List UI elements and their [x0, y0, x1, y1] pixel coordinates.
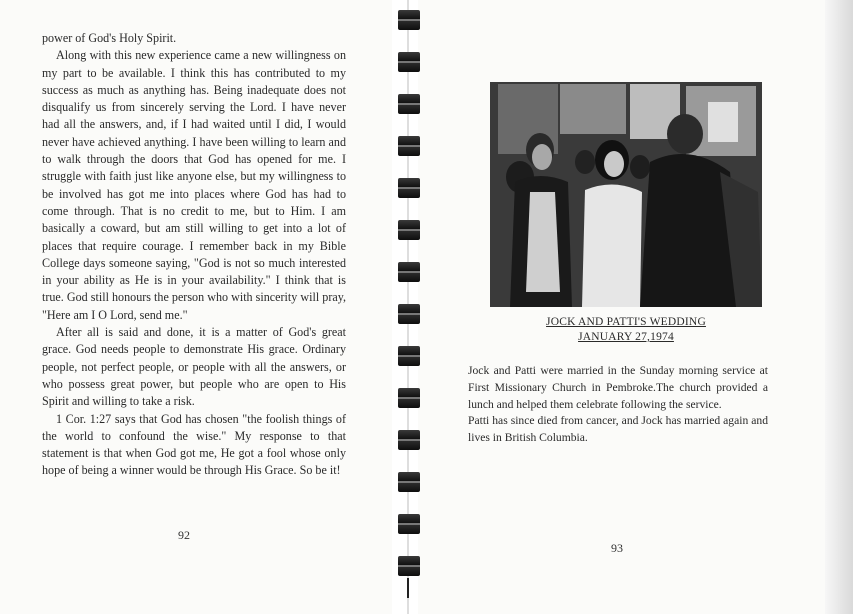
page-number-right: 93: [611, 541, 623, 555]
binding-coil: [398, 556, 420, 576]
page-number-left: 92: [178, 528, 190, 542]
binding-coil: [398, 514, 420, 534]
left-paragraph: After all is said and done, it is a matter of God's great grace. God needs people to demonstrate His grace. Ordinary people, not perfect people, or people with all the answers, or who possess great power, but people who are open to His Spirit and willing to take a risk.: [42, 325, 346, 409]
photo-caption-date: JANUARY 27,1974: [578, 331, 674, 343]
photo-caption-title: JOCK AND PATTI'S WEDDING: [546, 316, 706, 328]
left-page-body: [42, 30, 346, 480]
binding-coil: [398, 346, 420, 366]
left-paragraph: power of God's Holy Spirit.: [42, 31, 177, 45]
binding-coil: [398, 136, 420, 156]
page-edge-shadow: [825, 0, 853, 614]
binding-coil: [398, 472, 420, 492]
right-paragraph: Patti has since died from cancer, and Jock has married again and lives in British Columbia.: [468, 414, 768, 445]
binding-coil: [398, 10, 420, 30]
right-page-body: [468, 363, 768, 447]
binding-coil: [398, 262, 420, 282]
binding-coil: [398, 388, 420, 408]
binding-coil: [398, 52, 420, 72]
binding-coil: [398, 178, 420, 198]
binding-coil: [398, 304, 420, 324]
binding-coil: [398, 94, 420, 114]
binding-coil: [398, 220, 420, 240]
right-paragraph: Jock and Patti were married in the Sunday morning service at First Missionary Church in Pembroke.The church provided a lunch and helped them celebrate following the service.: [468, 364, 768, 411]
left-paragraph: 1 Cor. 1:27 says that God has chosen "the foolish things of the world to confound the wise." My response to that statement is that when God got me, He got a fool whose only hope of being a winner would be through His Grace. So be it!: [42, 411, 346, 478]
wedding-photo-image: [490, 82, 762, 307]
spiral-binding: [388, 0, 428, 614]
left-paragraph: Along with this new experience came a new willingness on my part to be available. I think this has contributed to my success as much as anything has. Being inadequate does not disqualify us from sincerely serving the Lord. I have never had all the answers, and, if I had waited until I did, I would never have achieved anything. I have been willing to learn and to walk through the doors that God has opened for me. I struggle with faith just like anyone else, but my willingness to be involved has got me into places where God has had to come through. That is no credit to me, but to Him. I am basically a coward, but am still willing to get into a lot of places that require courage. I remember back in my Bible College days someone saying, "God is not so much interested in your ability as He is in your availability." I think that is true. God still honours the person who with sincerity will pray, "Here am I O Lord, send me.": [42, 48, 346, 322]
wedding-photo: [490, 82, 762, 307]
binding-coil: [398, 430, 420, 450]
left-page: [0, 0, 392, 614]
binding-wire-end: [407, 578, 409, 598]
